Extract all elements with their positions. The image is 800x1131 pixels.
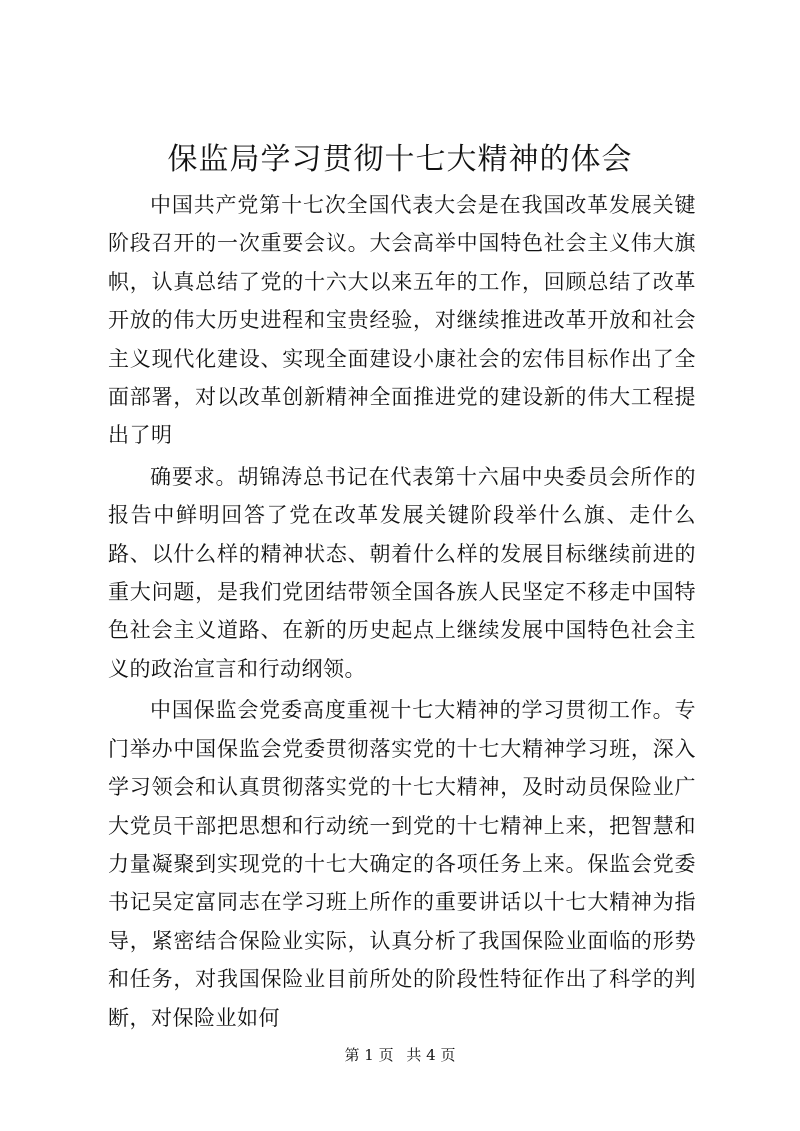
total-pages: 共 4 页 xyxy=(406,1046,456,1064)
document-title: 保监局学习贯彻十七大精神的体会 xyxy=(167,142,633,177)
paragraph-1: 中国共产党第十七次全国代表大会是在我国改革发展关键阶段召开的一次重要会议。大会高举中国特色社会主义伟大旗帜，认真总结了党的十六大以来五年的工作，回顾总结了改革开放的伟大历史进程和宝贵经验，对继续推进改革开放和社会主义现代化建设、实现全面建设小康社会的宏伟目标作出了全面部署，对以改革创新精神全面推进党的建设新的伟大工程提出了明 xyxy=(108,193,696,448)
paragraph-3: 中国保监会党委高度重视十七大精神的学习贯彻工作。专门举办中国保监会党委贯彻落实党的十七大精神学习班，深入学习领会和认真贯彻落实党的十七大精神，及时动员保险业广大党员干部把思想和行动统一到党的十七精神上来，把智慧和力量凝聚到实现党的十七大确定的各项任务上来。保监会党委书记吴定富同志在学习班上所作的重要讲话以十七大精神为指导，紧密结合保险业实际，认真分析了我国保险业面临的形势和任务，对我国保险业目前所处的阶段性特征作出了科学的判断，对保险业如何 xyxy=(108,698,696,1030)
page-footer xyxy=(0,1044,800,1066)
paragraph-2: 确要求。胡锦涛总书记在代表第十六届中央委员会所作的报告中鲜明回答了党在改革发展关键阶段举什么旗、走什么路、以什么样的精神状态、朝着什么样的发展目标继续前进的重大问题，是我们党团结带领全国各族人民坚定不移走中国特色社会主义道路、在新的历史起点上继续发展中国特色社会主义的政治宣言和行动纲领。 xyxy=(108,464,696,681)
page-number: 第 1 页 xyxy=(344,1046,394,1064)
document-body xyxy=(108,186,696,1037)
